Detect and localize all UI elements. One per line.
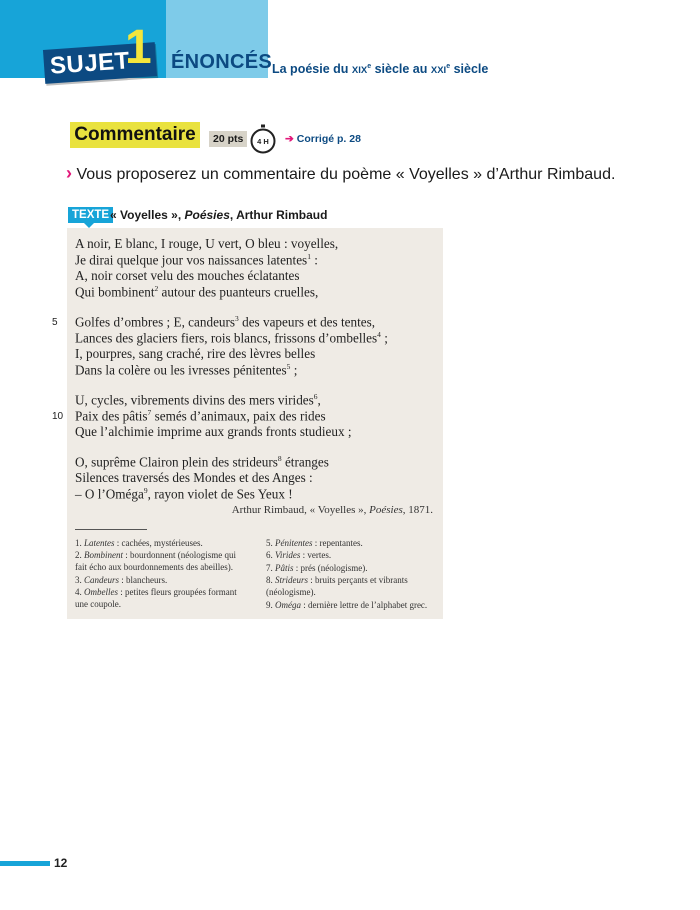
- sujet-number: 1: [125, 21, 152, 74]
- poem-line: O, suprême Clairon plein des strideurs$^8$ étranges: [75, 454, 329, 470]
- line-number: 5: [52, 317, 58, 328]
- footnote-ref: 9: [143, 486, 148, 495]
- poem-box: [67, 228, 443, 619]
- sujet-label: SUJET: [49, 47, 131, 80]
- stopwatch-icon: [248, 124, 278, 154]
- footnote: 9. Oméga : dernière lettre de l’alphabet grec.: [266, 600, 428, 610]
- footnote: 7. Pâtis : prés (néologisme).: [266, 563, 368, 573]
- poem-line: – O l’Oméga$^9$, rayon violet de Ses Yeux !: [75, 486, 293, 502]
- poem-line: Je dirai quelque jour vos naissances latentes$^1$ :: [75, 252, 318, 268]
- poem-line: I, pourpres, sang craché, rire des lèvres belles: [75, 346, 316, 361]
- footnote-divider: [75, 529, 147, 530]
- poem-line: Qui bombinent$^2$ autour des puanteurs cruelles,: [75, 284, 319, 300]
- footnote-ref: 5: [286, 362, 291, 371]
- footnote-ref: 6: [313, 392, 318, 401]
- text-title: « Voyelles », Poésies, Arthur Rimbaud: [110, 208, 328, 222]
- corrige-link[interactable]: ➔ Corrigé p. 28: [285, 133, 361, 145]
- line-number: 10: [52, 411, 64, 422]
- duration-label: 4 H: [257, 137, 269, 146]
- footnote: 8. Strideurs : bruits perçants et vibrants (néologisme).: [266, 575, 408, 598]
- texte-badge: TEXTE: [68, 207, 113, 223]
- footnote-ref: 8: [277, 454, 282, 463]
- footer-bar: [0, 861, 50, 866]
- chevron-right-icon: ›: [66, 163, 72, 183]
- poem-line: Golfes d’ombres ; E, candeurs$^3$ des vapeurs et des tentes,: [75, 314, 376, 330]
- instruction: › Vous proposerez un commentaire du poème « Voyelles » d’Arthur Rimbaud.: [66, 163, 616, 183]
- poem-line: A, noir corset velu des mouches éclatantes: [75, 268, 300, 283]
- footnote: 6. Virides : vertes.: [266, 550, 332, 560]
- footnote: 5. Pénitentes : repentantes.: [266, 538, 363, 548]
- poem-line: A noir, E blanc, I rouge, U vert, O bleu : voyelles,: [75, 236, 339, 251]
- poem-source: Arthur Rimbaud, « Voyelles », Poésies, 1871.: [231, 504, 433, 516]
- arrow-right-icon: ➔: [285, 133, 294, 145]
- footnote-ref: 4: [377, 330, 381, 339]
- footnote: 2. Bombinent : bourdonnent (néologisme qui fait écho aux bourdonnements des abeilles).: [75, 550, 236, 573]
- footnote: 3. Candeurs : blancheurs.: [75, 575, 168, 585]
- page-number: 12: [54, 856, 68, 870]
- exercise-type-label: Commentaire: [70, 122, 200, 148]
- points-badge: 20 pts: [209, 131, 247, 147]
- poem-line: Dans la colère ou les ivresses pénitentes$^5$ ;: [75, 362, 298, 378]
- poem-line: Lances des glaciers fiers, rois blancs, frissons d’ombelles$^4$ ;: [75, 330, 388, 346]
- footnote-ref: 2: [154, 284, 159, 293]
- chapter-subtitle: La poésie du XIXe siècle au XXIe siècle: [272, 62, 489, 76]
- poem-line: U, cycles, vibrements divins des mers virides$^6$,: [75, 392, 321, 408]
- footnote: 1. Latentes : cachées, mystérieuses.: [75, 538, 203, 548]
- poem-line: Silences traversés des Mondes et des Anges :: [75, 470, 313, 485]
- footnote-ref: 3: [235, 314, 239, 323]
- footnote: 4. Ombelles : petites fleurs groupées formant une coupole.: [75, 587, 237, 610]
- poem-line: Que l’alchimie imprime aux grands fronts studieux ;: [75, 424, 352, 439]
- poem-line: Paix des pâtis$^7$ semés d’animaux, paix des rides: [75, 408, 326, 424]
- section-title: ÉNONCÉS: [171, 51, 273, 73]
- footnote-ref: 1: [307, 252, 311, 261]
- footnote-ref: 7: [147, 408, 152, 417]
